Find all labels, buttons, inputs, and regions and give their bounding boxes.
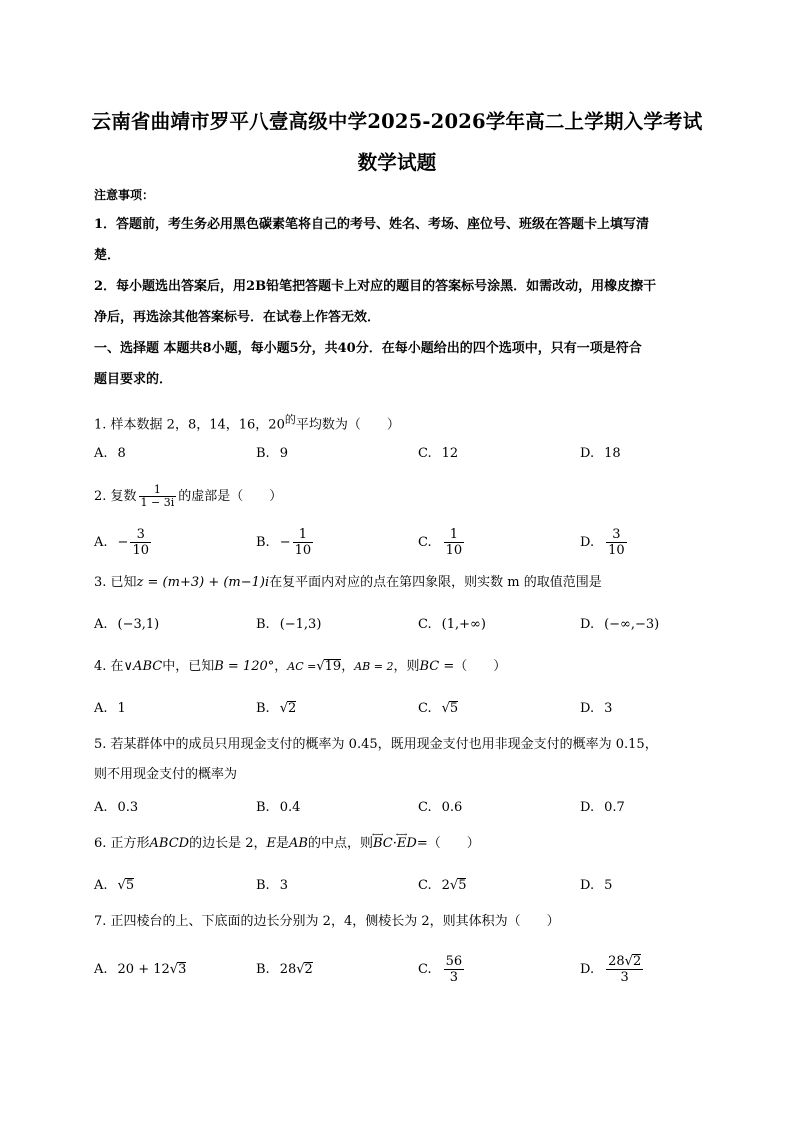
q7-option-a[interactable] [94,949,186,989]
frac-den: 3 [449,969,459,985]
q4-option-b[interactable] [256,688,296,728]
option-value: 8 [117,445,126,461]
q3-option-d[interactable] [580,604,659,644]
option-value: 20 + 12 [117,961,170,977]
frac-den: 10 [294,542,312,558]
option-fraction [606,527,627,558]
radicand: 5 [449,700,459,716]
q4-cond-angle: B = 120° [214,659,275,674]
option-label: A. [94,445,108,461]
q6-point-e: E [266,836,277,851]
frac-num: 1 [449,526,459,542]
num-coefficient: 28 [608,953,625,969]
option-fraction [130,527,151,558]
q4-option-d[interactable] [580,688,612,728]
q5-option-d[interactable] [580,787,625,827]
exam-subtitle: 数学试题 [357,151,437,174]
question-3-stem [94,573,602,593]
option-value: 0.4 [279,799,301,815]
q3-expression: z = (m+3) + (m−1)i [136,575,270,590]
question-1-stem [94,410,400,435]
section-heading-line-1: 一、选择题 本题共8小题，每小题5分，共40分．在每小题给出的四个选项中，只有一项是符合 [94,341,642,356]
option-fraction [293,527,314,558]
radicand: 2 [287,700,297,716]
radicand: 3 [178,961,187,977]
question-2-options [94,522,704,562]
frac-den: 10 [132,542,149,558]
q6-segment-ab: AB [289,836,308,851]
option-label: C. [418,616,432,632]
section-heading-line-2: 题目要求的． [94,372,173,387]
frac-num [606,954,643,969]
option-value: 5 [604,877,613,893]
sqrt-icon: √5 [441,700,459,716]
q4-cond-ab: AB = 2 [354,660,394,673]
q3-option-a[interactable] [94,604,159,644]
q2-stem-pre: 2. 复数 [94,488,137,504]
q2-frac-den: 1 − 3i [140,496,175,509]
q4-stem-pre: 4. 在 [94,659,124,674]
question-2-stem [94,484,282,509]
q2-option-b[interactable] [256,522,315,562]
q6-dot: · [392,836,397,851]
option-label: B. [256,534,270,550]
option-value: 3 [604,700,613,716]
option-label: D. [580,616,595,632]
notice-1-line-1: 1．答题前，考生务必用黑色碳素笔将自己的考号、姓名、考场、座位号、班级在答题卡上填写清 [94,217,650,232]
q6-vector-bc: ←→ BC [373,834,393,854]
q4-ask: BC = [419,659,455,674]
notice-heading: 注意事项： [94,188,155,202]
frac-num: 3 [612,526,621,542]
option-label: C. [418,534,432,550]
q5-option-a[interactable] [94,787,138,827]
option-label: D. [580,877,595,893]
sqrt-icon: √5 [117,877,135,893]
option-value: 0.6 [441,799,463,815]
frac-num: 56 [445,953,463,969]
frac-num: 1 [298,526,307,542]
option-label: A. [94,961,108,977]
option-value: 0.3 [117,799,139,815]
q5-option-b[interactable] [256,787,300,827]
option-label: C. [418,877,432,893]
question-4-stem [94,657,506,677]
option-value: (1,+∞) [441,616,486,632]
option-label: C. [418,445,432,461]
q1-stem-tail: 平均数为（ ） [295,417,400,433]
option-label: B. [256,700,270,716]
option-label: B. [256,445,270,461]
radicand: 2 [632,953,642,969]
q4-stem-post: （ ） [454,659,507,674]
notice-2-line-2: 净后，再选涂其他答案标号．在试卷上作答无效． [94,310,381,325]
option-label: D. [580,799,595,815]
option-value: (−∞,−3) [604,616,660,632]
option-label: D. [580,445,595,461]
option-sign: − [279,534,291,550]
q3-stem-post: 在复平面内对应的点在第四象限，则实数 m 的取值范围是 [269,575,602,590]
frac-den: 10 [608,542,625,558]
option-sign: − [117,534,129,550]
q1-option-b[interactable] [256,433,288,473]
q4-cond-ac: AC = [287,660,317,673]
q1-stem-text: 1. 样本数据 2，8，14，16，20 [94,417,285,433]
sqrt-icon: √2 [296,961,313,977]
option-value: 0.7 [604,799,625,815]
option-label: C. [418,961,432,977]
q1-stem-sup: 的 [284,413,296,426]
option-label: C. [418,700,432,716]
q7-option-b[interactable] [256,949,313,989]
q6-option-a[interactable] [94,865,134,905]
question-7-stem: 7. 正四棱台的上、下底面的边长分别为 2，4，侧棱长为 2，则其体积为（ ） [94,914,560,929]
q3-stem-pre: 3. 已知 [94,575,137,590]
option-label: D. [580,961,595,977]
q4-triangle: ∨ABC [123,659,163,674]
sqrt-icon: √19 [316,659,342,674]
option-label: B. [256,799,270,815]
radicand: 2 [304,961,313,977]
q4-option-a[interactable] [94,688,126,728]
q2-option-d[interactable] [580,522,629,562]
option-coefficient: 2 [441,877,450,893]
notice-1-line-2: 楚． [94,248,121,263]
option-label: B. [256,616,270,632]
sqrt-icon: √5 [449,877,467,893]
radicand: 5 [125,877,135,893]
notice-2-line-1: 2．每小题选出答案后，用2B铅笔把答题卡上对应的题目的答案标号涂黑．如需改动，用橡皮擦干 [94,279,657,294]
q1-option-a[interactable] [94,433,126,473]
q2-option-a[interactable] [94,522,153,562]
q2-fraction [139,484,177,509]
question-6-options [94,865,704,905]
q6-vector-ed: ←→ ED [397,834,417,854]
option-fraction [444,954,465,985]
option-fraction [606,954,643,985]
q6-stem-mid3: 的中点，则 [307,836,373,851]
q1-option-d[interactable] [580,433,621,473]
q3-option-c[interactable] [418,604,486,644]
question-6-stem [94,834,480,854]
q5-option-c[interactable] [418,787,462,827]
q4-comma2: ， [341,659,355,674]
q6-stem-mid1: 的边长是 2， [189,836,267,851]
q4-stem-mid2: ，则 [393,659,420,674]
q3-option-b[interactable] [256,604,321,644]
option-value: 9 [279,445,288,461]
q6-stem-mid2: 是 [276,836,290,851]
question-4-options [94,688,704,728]
q6-stem-post: （ ） [427,836,480,851]
q4-comma1: ， [274,659,288,674]
option-label: D. [580,534,595,550]
sqrt-icon: √2 [279,700,297,716]
option-value: 1 [117,700,126,716]
q2-option-c[interactable] [418,522,466,562]
q1-option-c[interactable] [418,433,458,473]
option-value: (−3,1) [117,616,160,632]
q6-stem-pre: 6. 正方形 [94,836,150,851]
exam-title: 云南省曲靖市罗平八壹高级中学2025-2026学年高二上学期入学考试 [91,110,703,133]
q6-option-b[interactable] [256,865,288,905]
option-label: A. [94,799,108,815]
frac-num: 3 [136,526,145,542]
radicand: 5 [458,877,467,893]
q7-option-d[interactable] [580,949,645,989]
q6-option-c[interactable] [418,865,466,905]
q4-option-c[interactable] [418,688,458,728]
sqrt-icon: √2 [624,953,642,969]
q2-frac-num: 1 [153,483,161,496]
option-label: C. [418,799,432,815]
question-5-stem-line-1: 5. 若某群体中的成员只用现金支付的概率为 0.45，既用现金支付也用非现金支付的概率为 0.15， [94,737,658,752]
option-label: D. [580,700,595,716]
question-3-options [94,604,704,644]
frac-den: 3 [620,969,629,985]
question-1-options [94,433,704,473]
sqrt-icon: √3 [169,961,187,977]
question-5-stem-line-2: 则不用现金支付的概率为 [94,767,238,782]
option-fraction [444,527,465,558]
option-label: A. [94,534,108,550]
q6-square: ABCD [149,836,190,851]
option-value: 18 [604,445,621,461]
q2-stem-post: 的虚部是（ ） [178,488,283,504]
option-coefficient: 28 [279,961,297,977]
option-label: B. [256,961,270,977]
option-value: 3 [279,877,288,893]
q4-radicand: 19 [324,659,342,674]
question-5-options [94,787,704,827]
frac-den: 10 [445,542,463,558]
option-label: A. [94,700,108,716]
q7-option-c[interactable] [418,949,466,989]
q4-stem-mid1: 中，已知 [162,659,215,674]
option-label: A. [94,616,108,632]
question-7-options [94,949,704,989]
option-value: 12 [441,445,459,461]
option-label: A. [94,877,108,893]
option-label: B. [256,877,270,893]
q6-option-d[interactable] [580,865,612,905]
option-value: (−1,3) [279,616,322,632]
q6-eq: = [416,836,428,851]
